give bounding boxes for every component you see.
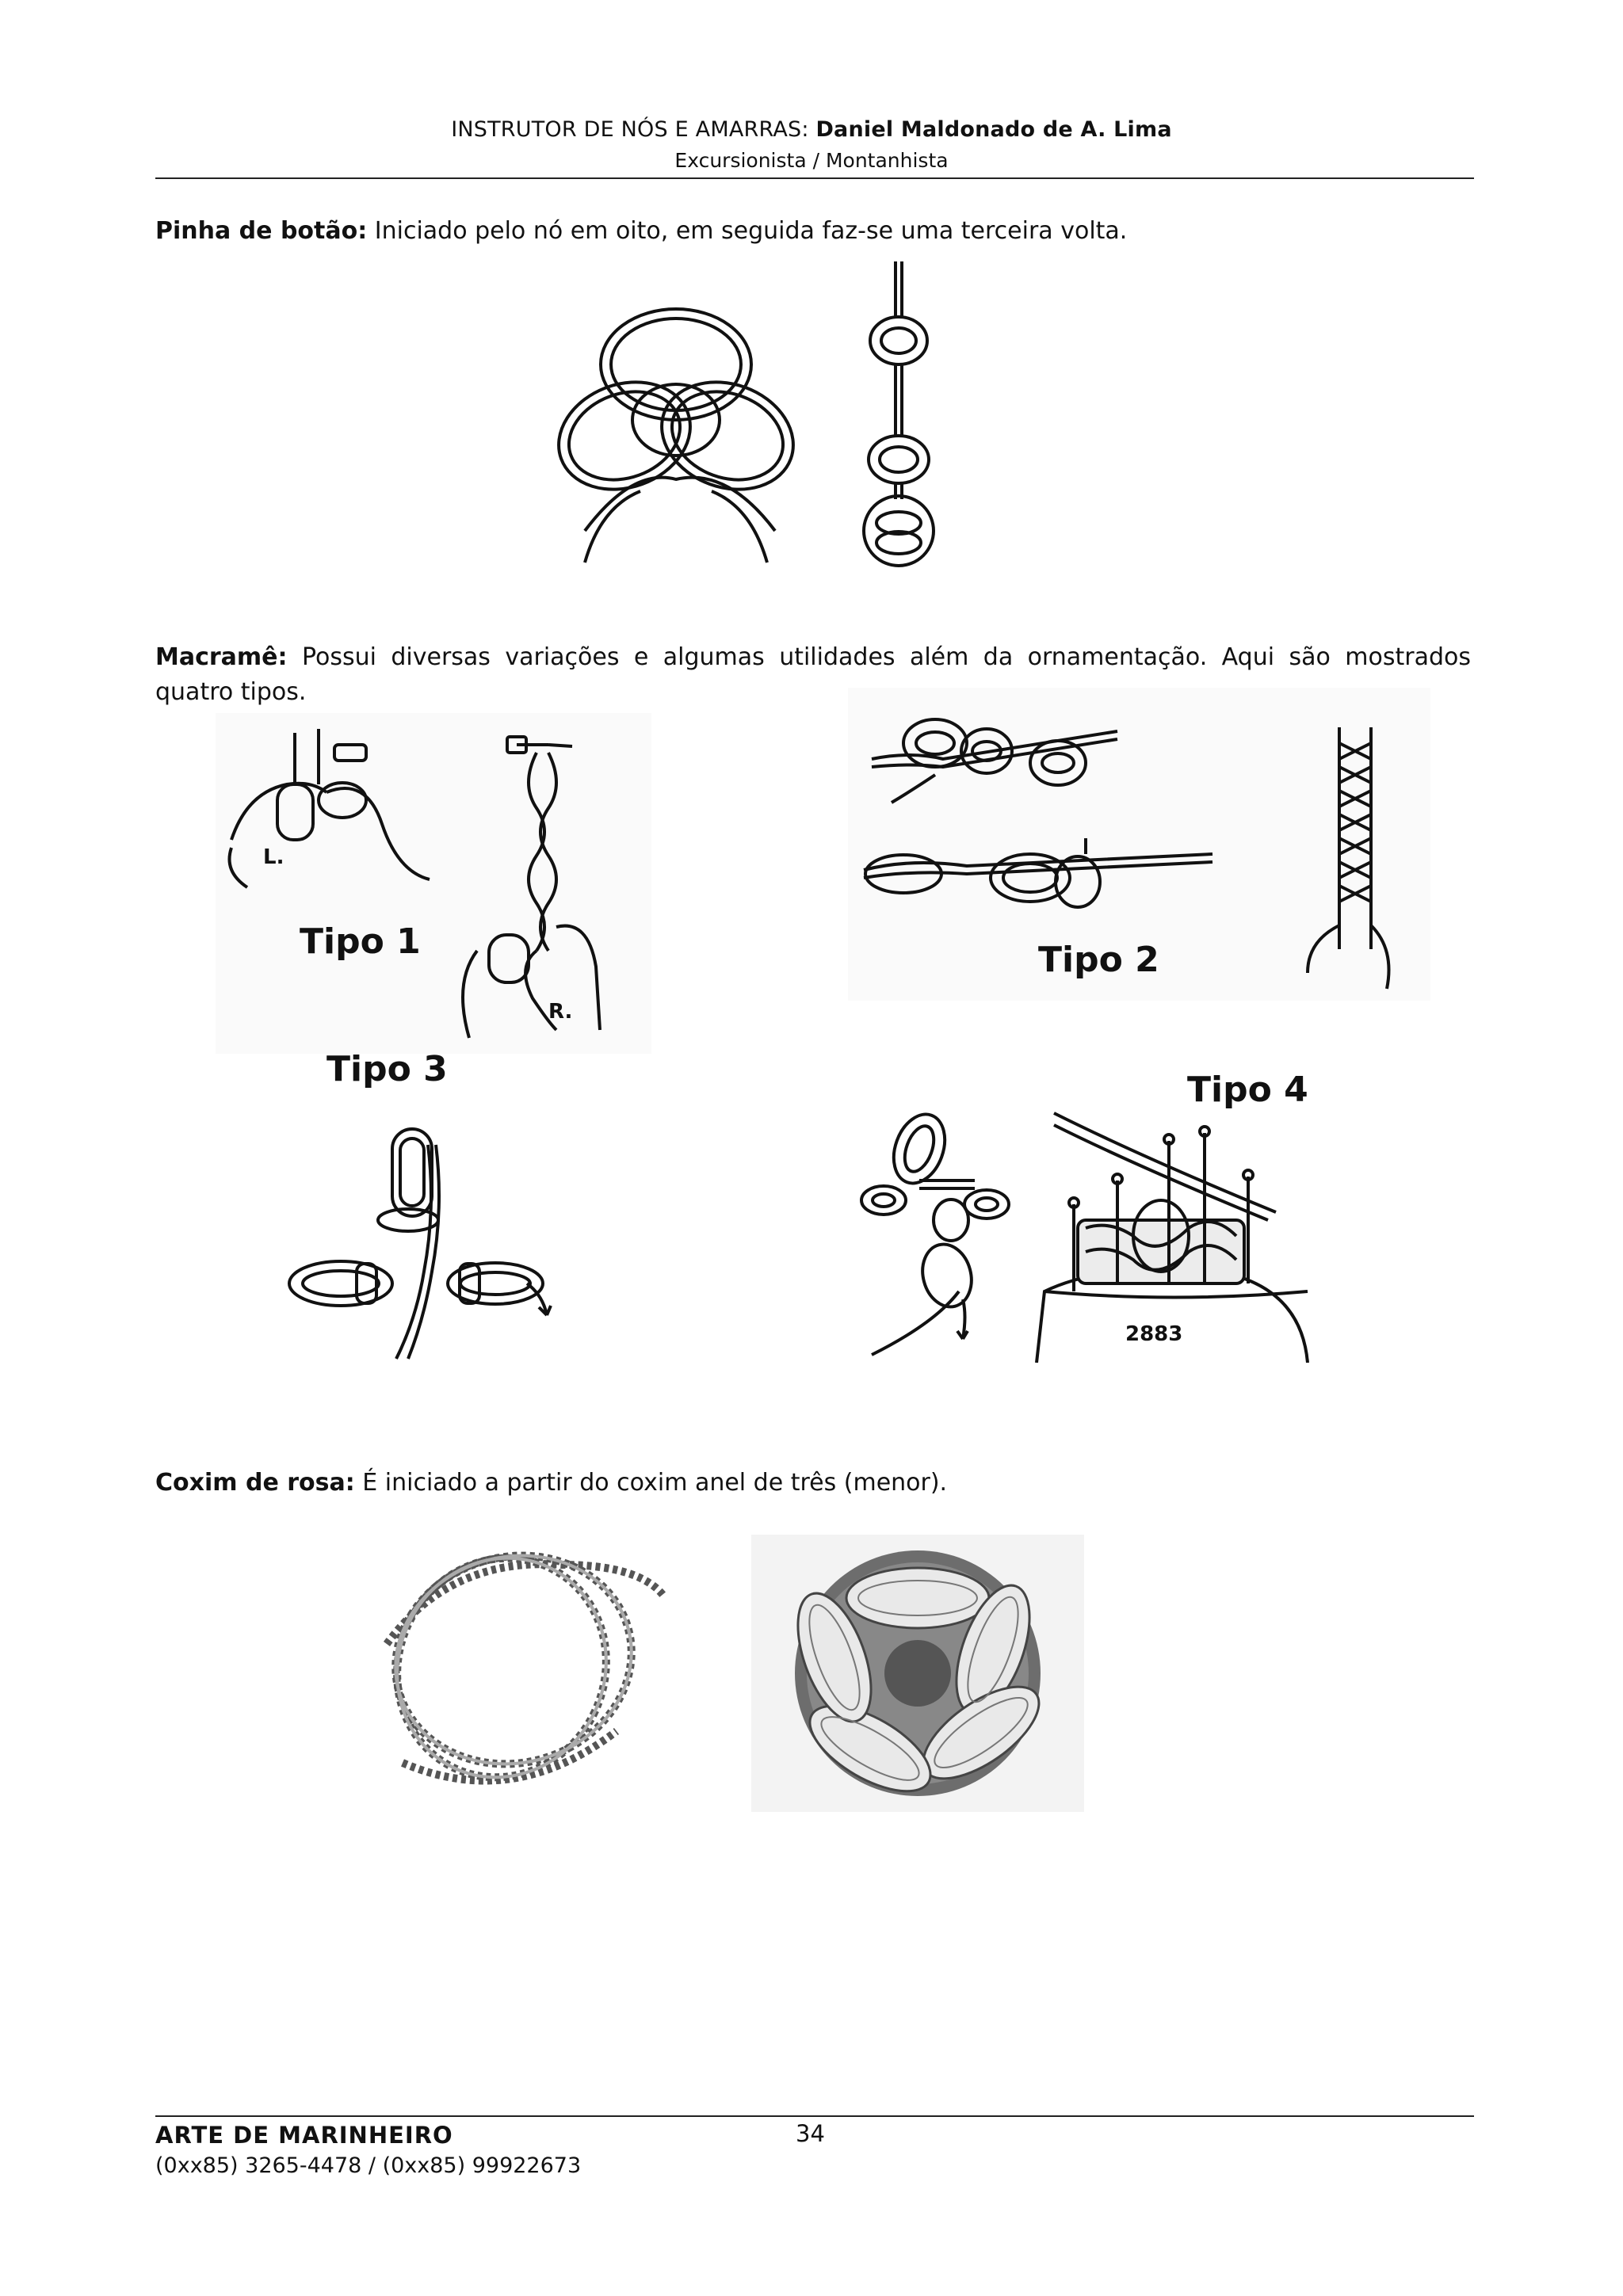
section-pinha-paragraph [155, 214, 1471, 249]
section-macrame-title: Macramê: [155, 643, 288, 671]
section-coxim-title: Coxim de rosa: [155, 1469, 355, 1497]
section-pinha-title: Pinha de botão: [155, 217, 368, 245]
label-tipo-2: Tipo 2 [1038, 940, 1159, 980]
pinha-knot-illustration [537, 269, 815, 570]
tipo4-base-number: 2883 [1125, 1322, 1183, 1346]
coxim-rosette-illustration [751, 1535, 1084, 1812]
coxim-rope-loops-illustration [355, 1509, 676, 1814]
section-macrame-text: Possui diversas variações e algumas utilidades além da ornamentação. Aqui são mostrados quatro tipos. [155, 643, 1471, 706]
pinha-cord-illustration [856, 261, 943, 578]
page-number: 34 [796, 2120, 825, 2147]
tipo1-letter-l: L. [263, 845, 285, 869]
page-header-title [0, 117, 1623, 142]
header-prefix: INSTRUTOR DE NÓS E AMARRAS: [451, 117, 809, 142]
footer-phones: (0xx85) 3265-4478 / (0xx85) 99922673 [155, 2153, 582, 2178]
footer-title: ARTE DE MARINHEIRO [155, 2122, 453, 2149]
label-tipo-1: Tipo 1 [300, 921, 421, 962]
page-header-subtitle: Excursionista / Montanhista [674, 149, 949, 172]
label-tipo-3: Tipo 3 [327, 1049, 448, 1089]
header-divider [155, 177, 1474, 179]
tipo1-letter-r: R. [548, 1000, 573, 1024]
macrame-tipo3-illustration [281, 1113, 559, 1363]
section-pinha-text: Iniciado pelo nó em oito, em seguida faz-se uma terceira volta. [367, 217, 1128, 245]
label-tipo-4: Tipo 4 [1187, 1070, 1308, 1110]
footer-divider [155, 2115, 1474, 2117]
header-author: Daniel Maldonado de A. Lima [815, 117, 1172, 142]
macrame-tipo4-illustration [856, 1101, 1323, 1363]
section-coxim-text: É iniciado a partir do coxim anel de três (menor). [354, 1469, 948, 1497]
macrame-tipo1-illustration [216, 713, 651, 1054]
section-coxim-paragraph [155, 1466, 1471, 1501]
